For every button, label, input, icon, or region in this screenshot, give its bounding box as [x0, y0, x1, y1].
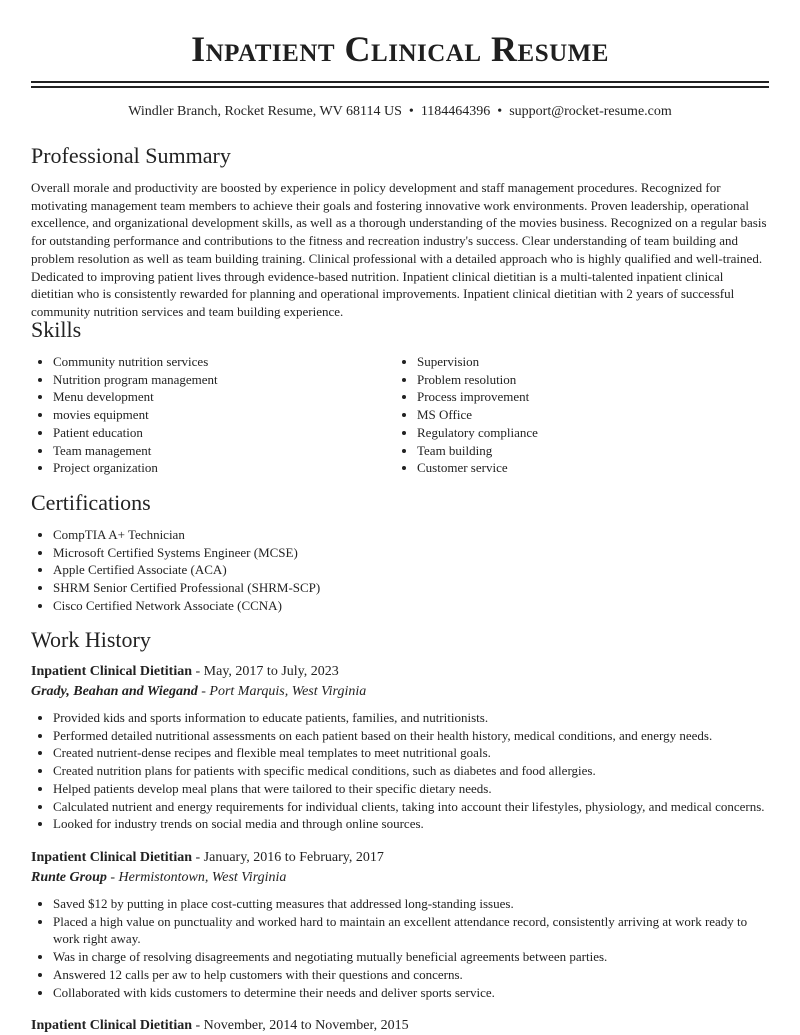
job-location: - Port Marquis, West Virginia: [197, 684, 367, 699]
job-duty: • Performed detailed nutritional assessments on each patient based on their health history, medical conditions, and energy needs.: [53, 727, 769, 745]
job-duty: • Calculated nutrient and energy requirements for individual clients, taking into account their lifestyles, physiology, and medical concerns.: [53, 798, 769, 816]
job-duty: • Helped patients develop meal plans that were tailored to their specific dietary needs.: [53, 780, 769, 798]
summary-heading: Professional Summary: [31, 143, 231, 168]
job-duty: • Placed a high value on punctuality and worked hard to maintain an excellent attendance record, consistently arriving at work ready to work right away.: [53, 913, 769, 948]
skill-item: • movies equipment: [53, 406, 393, 424]
job-employer: [31, 870, 286, 886]
certification-item: • Microsoft Certified Systems Engineer (MCSE): [53, 544, 753, 562]
job-duties-list: [31, 895, 769, 1001]
job-duty: • Provided kids and sports information to educate patients, families, and nutritionists.: [53, 709, 769, 727]
contact-phone: 1184464396: [420, 104, 491, 119]
skill-item: • Customer service: [417, 459, 757, 477]
contact-separator: •: [497, 104, 503, 119]
job-dates: - November, 2014 to November, 2015: [192, 1018, 409, 1033]
job-employer: [31, 684, 366, 700]
skills-list-right: [395, 353, 757, 477]
skill-item: • Menu development: [53, 388, 393, 406]
job-duty: • Answered 12 calls per aw to help customers with their questions and concerns.: [53, 966, 769, 984]
skill-item: • Nutrition program management: [53, 371, 393, 389]
skill-item: • Supervision: [417, 353, 757, 371]
job-dates: - January, 2016 to February, 2017: [192, 850, 384, 865]
certifications-list: [31, 526, 753, 615]
skill-item: • Team building: [417, 442, 757, 460]
title-divider-bottom: [31, 86, 769, 88]
job-duty: • Created nutrition plans for patients with specific medical conditions, such as diabetes and food allergies.: [53, 762, 769, 780]
skill-item: • MS Office: [417, 406, 757, 424]
job-duty: • Saved $12 by putting in place cost-cutting measures that addressed long-standing issues.: [53, 895, 769, 913]
skills-list-left: [31, 353, 393, 477]
contact-line: [31, 104, 769, 120]
skill-item: • Process improvement: [417, 388, 757, 406]
job-title: Inpatient Clinical Dietitian: [31, 664, 193, 679]
skill-item: • Team management: [53, 442, 393, 460]
skill-item: • Project organization: [53, 459, 393, 477]
job-title: Inpatient Clinical Dietitian: [31, 1018, 193, 1033]
job-company: Grady, Beahan and Wiegand: [31, 684, 198, 699]
job-duties-list: [31, 709, 769, 833]
skill-item: • Problem resolution: [417, 371, 757, 389]
certification-item: • CompTIA A+ Technician: [53, 526, 753, 544]
skills-heading: Skills: [31, 317, 82, 342]
job-company: Runte Group: [31, 870, 107, 885]
skill-item: • Community nutrition services: [53, 353, 393, 371]
summary-text: Overall morale and productivity are boosted by experience in policy development and staff management procedures. Recognized for motivating management team members to achieve their goals and fostering innovative work environments. Proven leadership, operational excellence, and organizational development skills, as well as a thorough understanding of the movies business. Recognized on a regular basis for outstanding performance and contributions to the fitness and recreation industry's success. Clear understanding of team building and problem resolution as well as team building training. Clinical professional with a detailed approach who is highly qualified and well-trained. Dedicated to improving patient lives through evidence-based nutrition. Inpatient clinical dietitian is a multi-talented inpatient clinical dietitian who is consistently rewarded for planning and operational improvements. Inpatient clinical dietitian with 2 years of successful community nutrition services and team building experience.: [31, 180, 767, 319]
skill-item: • Patient education: [53, 424, 393, 442]
job-duty: • Was in charge of resolving disagreements and negotiating mutually beneficial agreements between parties.: [53, 948, 769, 966]
certification-item: • Apple Certified Associate (ACA): [53, 561, 753, 579]
job-location: - Hermistontown, West Virginia: [106, 870, 287, 885]
job-header: [31, 850, 384, 866]
skill-item: • Regulatory compliance: [417, 424, 757, 442]
contact-address: Windler Branch, Rocket Resume, WV 68114 US: [128, 104, 402, 119]
title-divider-top: [31, 81, 769, 83]
job-duty: • Looked for industry trends on social media and through online sources.: [53, 815, 769, 833]
job-header: [31, 1018, 409, 1034]
certification-item: • SHRM Senior Certified Professional (SHRM-SCP): [53, 579, 753, 597]
certifications-heading: Certifications: [31, 490, 151, 515]
job-title: Inpatient Clinical Dietitian: [31, 850, 193, 865]
job-duty: • Created nutrient-dense recipes and flexible meal templates to meet nutritional goals.: [53, 744, 769, 762]
job-duty: • Collaborated with kids customers to determine their needs and deliver sports service.: [53, 984, 769, 1002]
job-header: [31, 664, 339, 680]
resume-title: Inpatient Clinical Resume: [191, 29, 609, 69]
certification-item: • Cisco Certified Network Associate (CCNA): [53, 597, 753, 615]
contact-email[interactable]: support@rocket-resume.com: [509, 104, 672, 119]
contact-separator: •: [408, 104, 414, 119]
work-history-heading: Work History: [31, 627, 151, 652]
job-dates: - May, 2017 to July, 2023: [192, 664, 339, 679]
